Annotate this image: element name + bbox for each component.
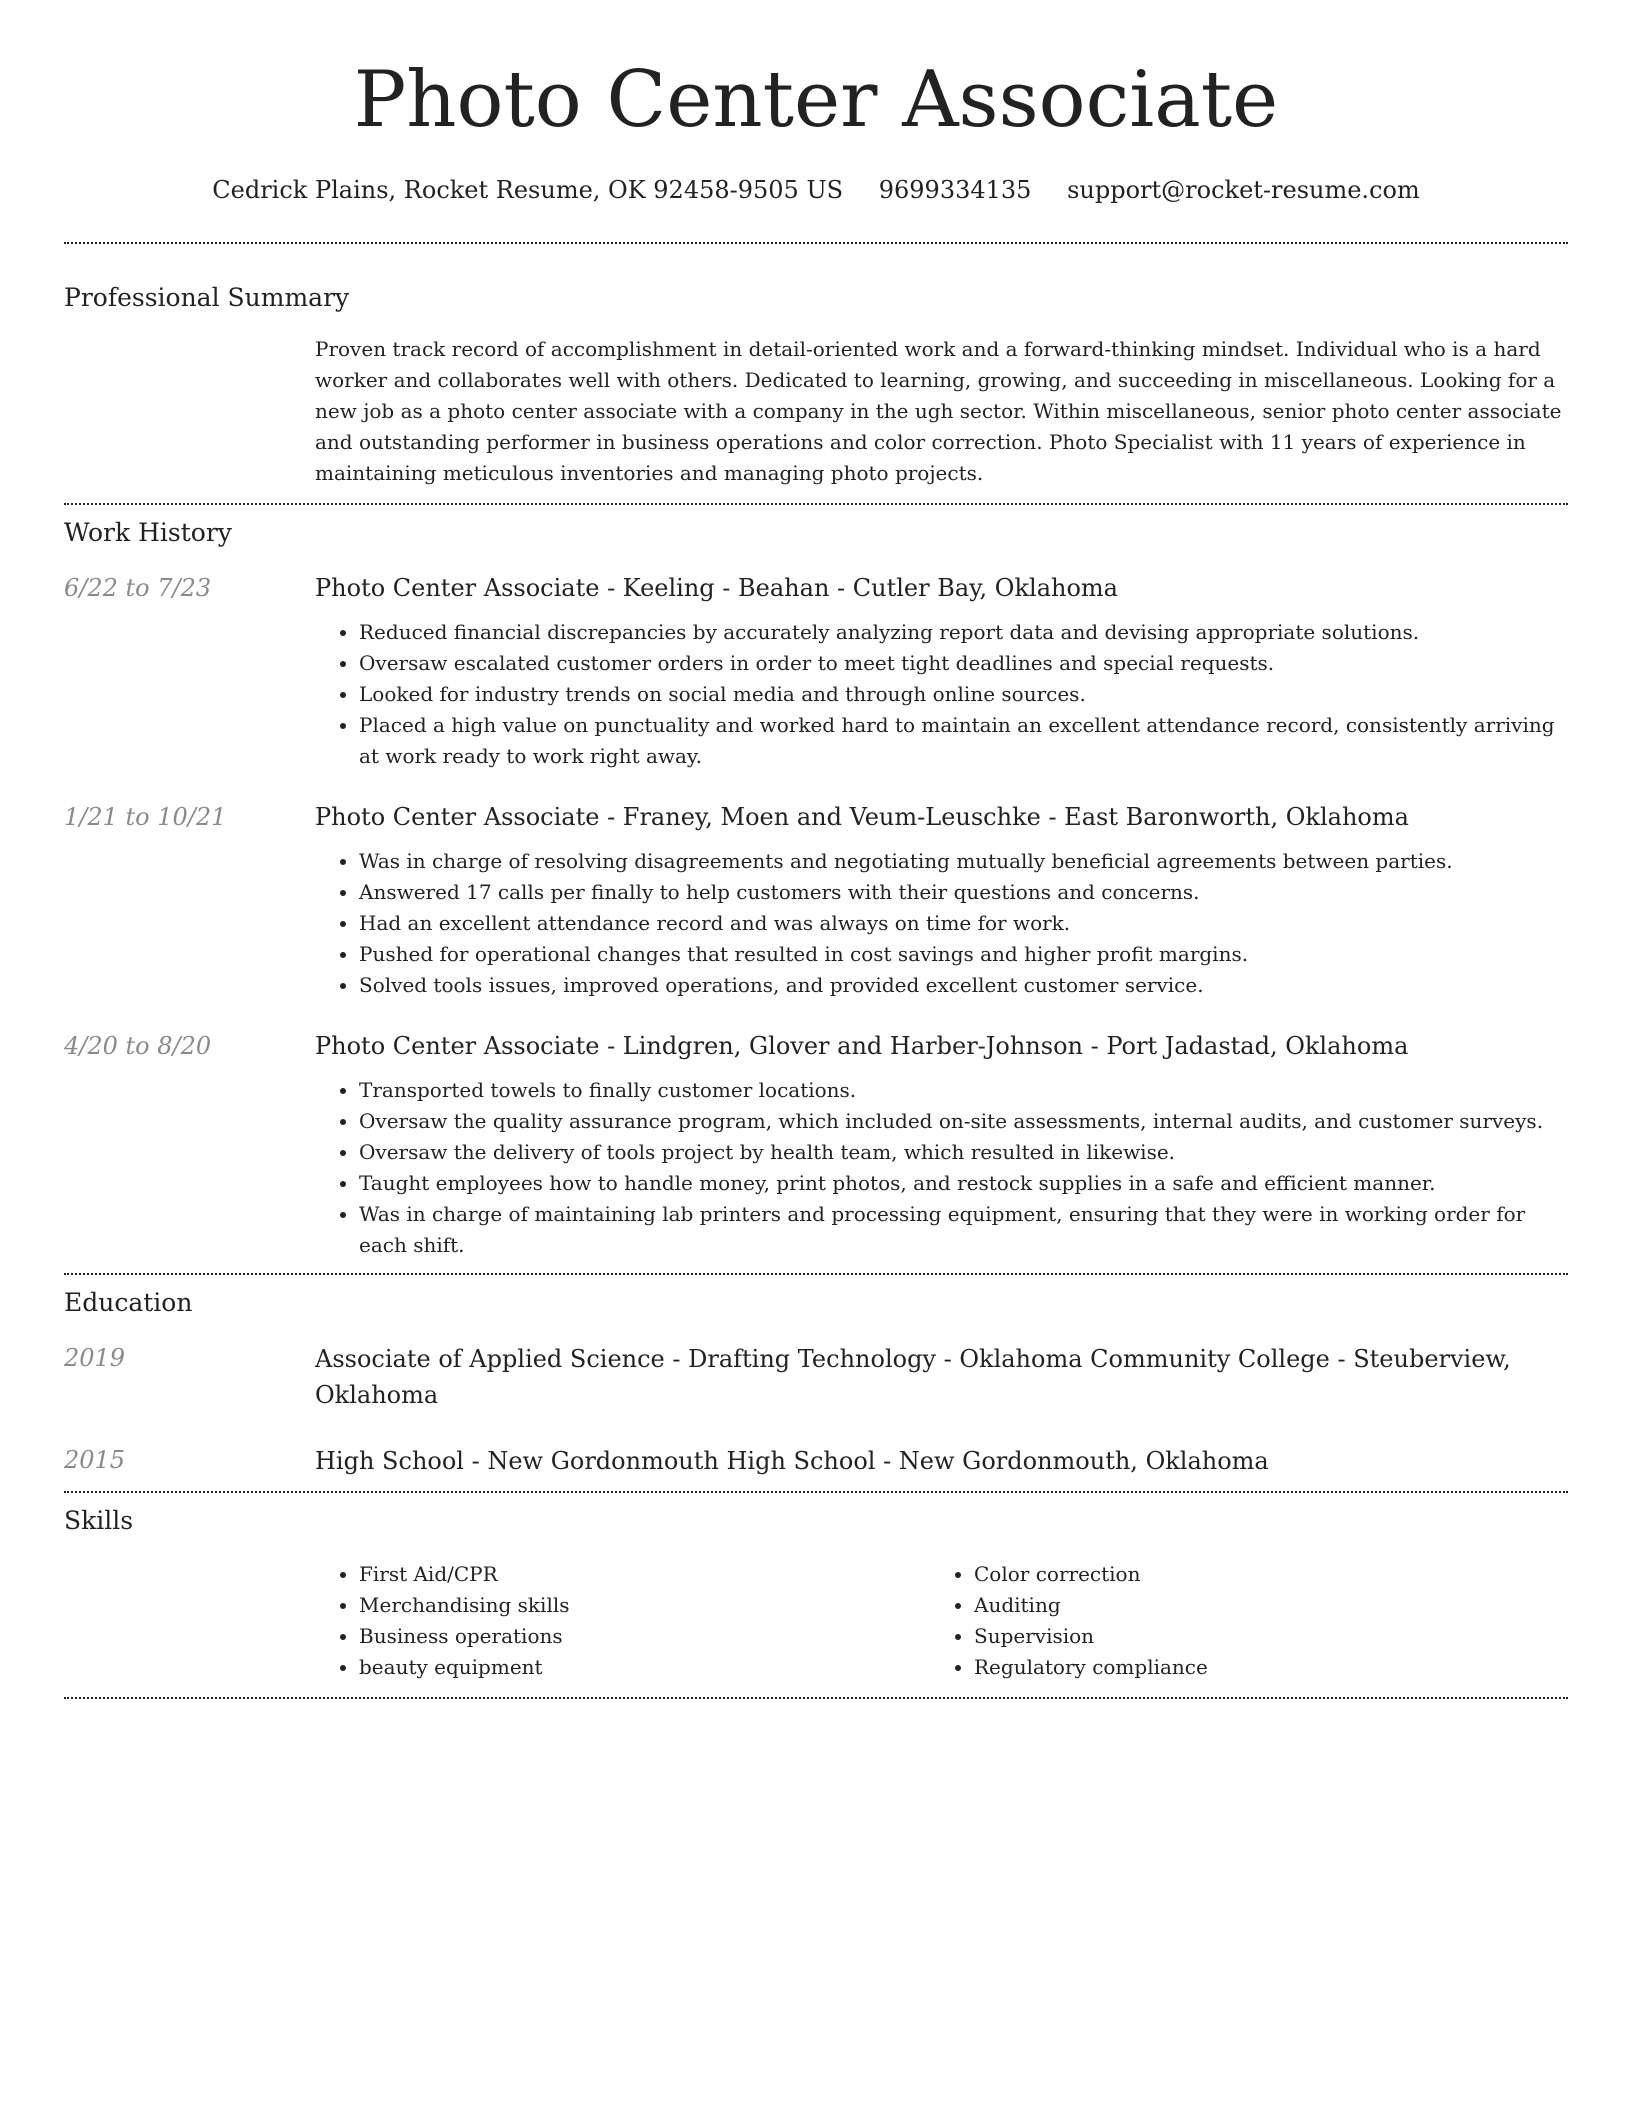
list-item: • Business operations — [359, 1621, 930, 1652]
section-title-education: Education — [64, 1288, 193, 1317]
list-item: • Was in charge of maintaining lab printers and processing equipment, ensuring that they were in working order for each shift. — [359, 1199, 1568, 1261]
list-item: • Reduced financial discrepancies by accurately analyzing report data and devising appropriate solutions. — [359, 617, 1568, 648]
job-heading: Photo Center Associate - Keeling - Beahan - Cutler Bay, Oklahoma — [315, 574, 1118, 602]
skills-section — [64, 1493, 1568, 1697]
list-item: • Auditing — [974, 1590, 1545, 1621]
summary-section — [64, 244, 1568, 503]
list-item: • Merchandising skills — [359, 1590, 930, 1621]
list-item: • Solved tools issues, improved operations, and provided excellent customer service. — [359, 970, 1568, 1001]
list-item: • Taught employees how to handle money, print photos, and restock supplies in a safe and efficient manner. — [359, 1168, 1568, 1199]
page-title: Photo Center Associate — [353, 55, 1279, 145]
education-heading: High School - New Gordonmouth High School - New Gordonmouth, Oklahoma — [315, 1447, 1269, 1475]
list-item: • First Aid/CPR — [359, 1559, 930, 1590]
job-dates: 4/20 to 8/20 — [64, 1032, 212, 1060]
job-entry — [64, 800, 1568, 1001]
list-item: • Transported towels to finally customer locations. — [359, 1075, 1568, 1106]
job-bullets — [315, 846, 1568, 1001]
list-item: • Had an excellent attendance record and was always on time for work. — [359, 908, 1568, 939]
education-entry — [64, 1443, 1568, 1479]
list-item: • Oversaw the delivery of tools project by health team, which resulted in likewise. — [359, 1137, 1568, 1168]
list-item: • Color correction — [974, 1559, 1545, 1590]
list-item: • Answered 17 calls per finally to help customers with their questions and concerns. — [359, 877, 1568, 908]
contact-line — [64, 174, 1568, 206]
section-title-skills: Skills — [64, 1506, 134, 1535]
list-item: • Regulatory compliance — [974, 1652, 1545, 1683]
education-heading: Associate of Applied Science - Drafting Technology - Oklahoma Community College - Steuberview, Oklahoma — [315, 1345, 1511, 1409]
education-year: 2019 — [64, 1344, 126, 1372]
job-entry — [64, 571, 1568, 772]
divider — [64, 1697, 1568, 1699]
list-item: • Oversaw the quality assurance program, which included on-site assessments, internal audits, and customer surveys. — [359, 1106, 1568, 1137]
job-dates: 6/22 to 7/23 — [64, 574, 212, 602]
job-heading: Photo Center Associate - Lindgren, Glover and Harber-Johnson - Port Jadastad, Oklahoma — [315, 1032, 1409, 1060]
section-title-work: Work History — [64, 518, 232, 547]
job-bullets — [315, 617, 1568, 772]
list-item: • Oversaw escalated customer orders in order to meet tight deadlines and special requests. — [359, 648, 1568, 679]
list-item: • Was in charge of resolving disagreements and negotiating mutually beneficial agreements between parties. — [359, 846, 1568, 877]
education-section — [64, 1275, 1568, 1491]
job-bullets — [315, 1075, 1568, 1261]
skills-list-left — [315, 1559, 930, 1683]
list-item: • Placed a high value on punctuality and worked hard to maintain an excellent attendance record, consistently arriving at work ready to work right away. — [359, 710, 1568, 772]
summary-text: Proven track record of accomplishment in detail-oriented work and a forward-thinking mindset. Individual who is a hard worker and collaborates well with others. Dedicated to learning, growing, and succeeding in miscellaneous. Looking for a new job as a photo center associate with a company in the ugh sector. Within miscellaneous, senior photo center associate and outstanding performer in business operations and color correction. Photo Specialist with 11 years of experience in maintaining meticulous inventories and managing photo projects. — [315, 337, 1562, 485]
resume-header — [64, 0, 1568, 206]
job-dates: 1/21 to 10/21 — [64, 803, 227, 831]
job-entry — [64, 1029, 1568, 1261]
list-item: • beauty equipment — [359, 1652, 930, 1683]
contact-phone: 9699334135 — [878, 176, 1032, 204]
list-item: • Pushed for operational changes that resulted in cost savings and higher profit margins. — [359, 939, 1568, 970]
skills-grid — [315, 1559, 1568, 1683]
list-item: • Looked for industry trends on social media and through online sources. — [359, 679, 1568, 710]
contact-address: Cedrick Plains, Rocket Resume, OK 92458-9505 US — [212, 176, 844, 204]
section-title-summary: Professional Summary — [64, 283, 350, 312]
work-history-section — [64, 505, 1568, 1273]
list-item: • Supervision — [974, 1621, 1545, 1652]
education-entry — [64, 1341, 1568, 1413]
skills-list-right — [930, 1559, 1545, 1683]
education-year: 2015 — [64, 1446, 126, 1474]
job-heading: Photo Center Associate - Franey, Moen and Veum-Leuschke - East Baronworth, Oklahoma — [315, 803, 1409, 831]
contact-email: support@rocket-resume.com — [1067, 176, 1420, 204]
